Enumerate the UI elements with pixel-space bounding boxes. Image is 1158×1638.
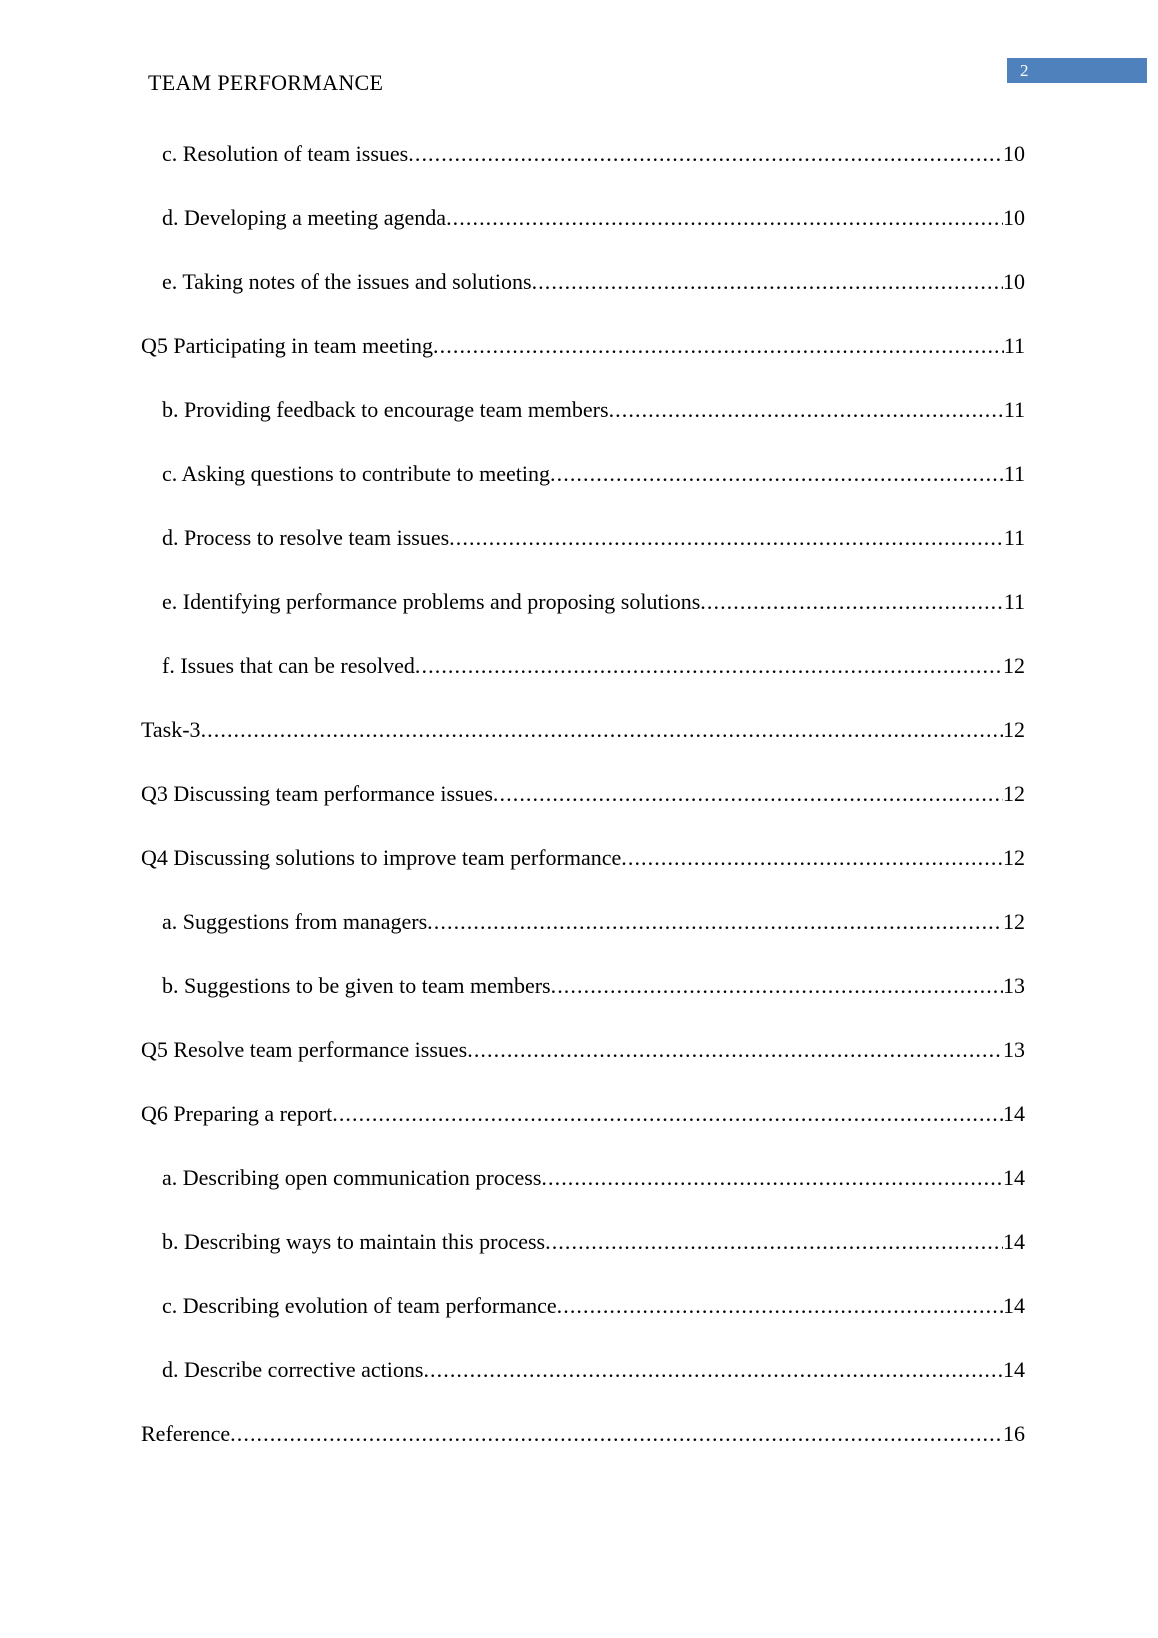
- toc-entry-text: Q5 Resolve team performance issues: [141, 1037, 468, 1062]
- toc-entry-text: a. Suggestions from managers: [162, 909, 428, 934]
- toc-entry[interactable]: [162, 262, 1025, 302]
- toc-entry[interactable]: [141, 326, 1025, 366]
- toc-entry[interactable]: [141, 1414, 1025, 1454]
- toc-entry-page: 13: [1003, 1037, 1025, 1062]
- toc-dot-leader: [532, 262, 1003, 302]
- toc-entry-page: 14: [1003, 1293, 1025, 1318]
- toc-dot-leader: [427, 902, 1003, 942]
- toc-dot-leader: [621, 838, 1003, 878]
- toc-entry-page: 11: [1003, 397, 1025, 422]
- toc-entry[interactable]: [141, 774, 1025, 814]
- toc-dot-leader: [609, 390, 1004, 430]
- toc-dot-leader: [493, 774, 1003, 814]
- toc-entry[interactable]: [162, 1350, 1025, 1390]
- toc-entry-text: c. Resolution of team issues: [162, 141, 409, 166]
- toc-entry-text: c. Asking questions to contribute to meeting: [162, 461, 551, 486]
- toc-entry[interactable]: [162, 582, 1025, 622]
- toc-entry-text: d. Describe corrective actions: [162, 1357, 424, 1382]
- toc-entry-text: a. Describing open communication process: [162, 1165, 542, 1190]
- toc-entry-text: Q4 Discussing solutions to improve team performance: [141, 845, 622, 870]
- toc-entry[interactable]: [141, 838, 1025, 878]
- toc-entry-text: Reference: [141, 1421, 231, 1446]
- toc-dot-leader: [201, 710, 1003, 750]
- toc-entry-page: 11: [1003, 589, 1025, 614]
- toc-entry-page: 10: [1003, 205, 1025, 230]
- toc-entry-page: 10: [1003, 269, 1025, 294]
- toc-entry[interactable]: [141, 710, 1025, 750]
- toc-entry[interactable]: [141, 1030, 1025, 1070]
- toc-entry[interactable]: [162, 198, 1025, 238]
- toc-entry-page: 16: [1003, 1421, 1025, 1446]
- toc-entry[interactable]: [162, 1158, 1025, 1198]
- toc-entry[interactable]: [162, 902, 1025, 942]
- toc-entry-page: 10: [1003, 141, 1025, 166]
- toc-entry-text: e. Identifying performance problems and proposing solutions: [162, 589, 701, 614]
- toc-entry[interactable]: [162, 1222, 1025, 1262]
- toc-entry-text: d. Process to resolve team issues: [162, 525, 450, 550]
- toc-dot-leader: [408, 134, 1003, 174]
- toc-dot-leader: [550, 454, 1004, 494]
- running-header-title: TEAM PERFORMANCE: [148, 70, 384, 95]
- toc-entry-text: e. Taking notes of the issues and solutions: [162, 269, 532, 294]
- toc-dot-leader: [545, 1222, 1003, 1262]
- toc-entry-page: 12: [1003, 909, 1025, 934]
- toc-dot-leader: [557, 1286, 1003, 1326]
- toc-entry-page: 14: [1003, 1165, 1025, 1190]
- toc-dot-leader: [446, 198, 1003, 238]
- toc-entry-page: 14: [1003, 1229, 1025, 1254]
- toc-dot-leader: [332, 1094, 1003, 1134]
- toc-entry[interactable]: [162, 646, 1025, 686]
- toc-entry[interactable]: [162, 518, 1025, 558]
- toc-dot-leader: [551, 966, 1003, 1006]
- toc-entry-page: 11: [1003, 461, 1025, 486]
- toc-entry-page: 14: [1003, 1101, 1025, 1126]
- toc-entry-page: 14: [1003, 1357, 1025, 1382]
- toc-entry-page: 12: [1003, 781, 1025, 806]
- toc-entry-page: 11: [1003, 333, 1025, 358]
- toc-entry[interactable]: [162, 390, 1025, 430]
- toc-entry-text: f. Issues that can be resolved: [162, 653, 415, 678]
- toc-dot-leader: [415, 646, 1003, 686]
- toc-entry-text: d. Developing a meeting agenda: [162, 205, 447, 230]
- toc-dot-leader: [449, 518, 1004, 558]
- toc-entry-text: b. Suggestions to be given to team members: [162, 973, 551, 998]
- toc-dot-leader: [700, 582, 1004, 622]
- toc-entry-text: Task-3: [141, 717, 201, 742]
- toc-entry-text: b. Providing feedback to encourage team members: [162, 397, 609, 422]
- toc-dot-leader: [230, 1414, 1003, 1454]
- toc-entry-page: 12: [1003, 653, 1025, 678]
- toc-entry-page: 12: [1003, 845, 1025, 870]
- toc-entry[interactable]: [162, 454, 1025, 494]
- page-number-badge: 2: [1007, 58, 1147, 83]
- toc-entry-page: 12: [1003, 717, 1025, 742]
- toc-dot-leader: [541, 1158, 1003, 1198]
- toc-entry-page: 11: [1003, 525, 1025, 550]
- toc-entry-text: b. Describing ways to maintain this process: [162, 1229, 546, 1254]
- toc-entry-page: 13: [1003, 973, 1025, 998]
- toc-entry-text: Q6 Preparing a report: [141, 1101, 333, 1126]
- toc-entry-text: Q5 Participating in team meeting: [141, 333, 434, 358]
- toc-entry[interactable]: [141, 1094, 1025, 1134]
- toc-dot-leader: [423, 1350, 1003, 1390]
- toc-entry-text: c. Describing evolution of team performance: [162, 1293, 557, 1318]
- toc-entry-text: Q3 Discussing team performance issues: [141, 781, 493, 806]
- toc-entry[interactable]: [162, 966, 1025, 1006]
- toc-dot-leader: [467, 1030, 1003, 1070]
- toc-entry[interactable]: [162, 1286, 1025, 1326]
- toc-entry[interactable]: [162, 134, 1025, 174]
- toc-dot-leader: [433, 326, 1004, 366]
